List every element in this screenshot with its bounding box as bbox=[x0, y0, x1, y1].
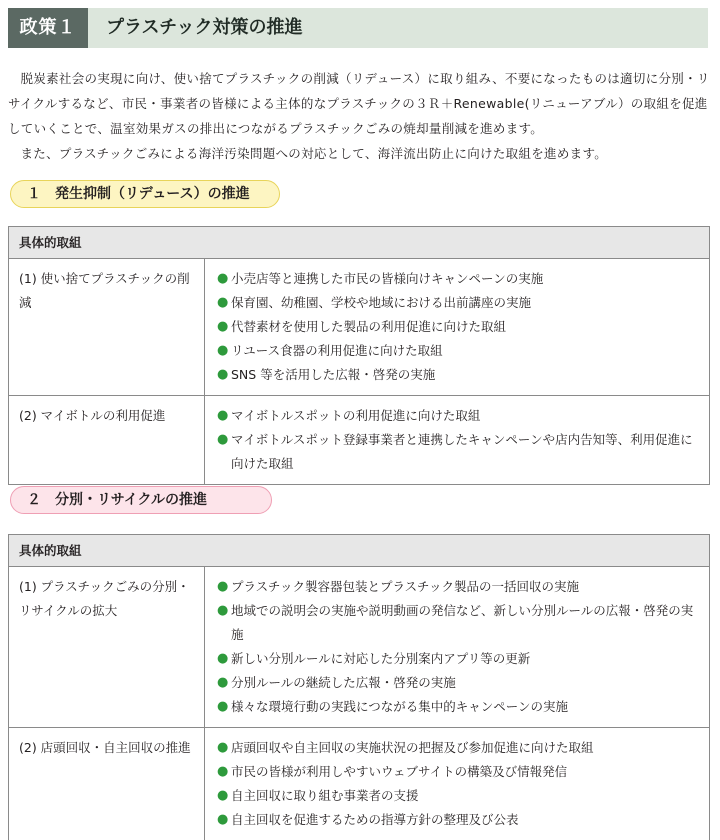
bullet-icon: ● bbox=[217, 295, 229, 310]
bullet-icon: ● bbox=[217, 271, 229, 286]
list-item: ● 地域での説明会の実施や説明動画の発信など、新しい分別ルールの広報・啓発の実施 bbox=[217, 599, 701, 647]
bullet-icon: ● bbox=[217, 343, 229, 358]
table-row bbox=[9, 727, 709, 840]
row-items bbox=[205, 259, 709, 395]
bullet-icon: ● bbox=[217, 367, 229, 382]
section-heading-reduce: １ 発生抑制（リデュース）の推進 bbox=[10, 180, 280, 208]
measures-table-reduce bbox=[8, 226, 710, 485]
bullet-icon: ● bbox=[217, 651, 229, 666]
row-items bbox=[205, 396, 709, 484]
list-item: ● 市民の皆様が利用しやすいウェブサイトの構築及び情報発信 bbox=[217, 760, 701, 784]
bullet-icon: ● bbox=[217, 699, 229, 714]
intro-paragraph-1: 脱炭素社会の実現に向け、使い捨てプラスチックの削減（リデュース）に取り組み、不要になったものは適切に分別・リサイクルするなど、市民・事業者の皆様による主体的なプラスチックの３Ｒ＋Renewable(リニューアブル）の取組を促進していくことで、温室効果ガスの排出につながるプラスチックごみの焼却量削減を進めます。 bbox=[8, 71, 710, 136]
list-item: ● 自主回収を促進するための指導方針の整理及び公表 bbox=[217, 808, 701, 832]
row-label: (2) 店頭回収・自主回収の推進 bbox=[9, 728, 205, 840]
policy-title: プラスチック対策の推進 bbox=[106, 17, 303, 38]
bullet-icon: ● bbox=[217, 740, 229, 755]
list-item: ● 様々な環境行動の実践につながる集中的キャンペーンの実施 bbox=[217, 695, 701, 719]
row-label: (1) プラスチックごみの分別・リサイクルの拡大 bbox=[9, 567, 205, 727]
table-row bbox=[9, 395, 709, 484]
row-items bbox=[205, 728, 709, 840]
table-header: 具体的取組 bbox=[9, 535, 709, 567]
row-label: (2) マイボトルの利用促進 bbox=[9, 396, 205, 484]
measures-table-recycle bbox=[8, 534, 710, 840]
list-item: ● 自主回収に取り組む事業者の支援 bbox=[217, 784, 701, 808]
bullet-icon: ● bbox=[217, 432, 229, 447]
bullet-icon: ● bbox=[217, 788, 229, 803]
table-header: 具体的取組 bbox=[9, 227, 709, 259]
section-heading-recycle: ２ 分別・リサイクルの推進 bbox=[10, 486, 272, 514]
bullet-icon: ● bbox=[217, 764, 229, 779]
list-item: ● マイボトルスポット登録事業者と連携したキャンペーンや店内告知等、利用促進に向けた取組 bbox=[217, 428, 701, 476]
intro-paragraph-2: また、プラスチックごみによる海洋汚染問題への対応として、海洋流出防止に向けた取組を進めます。 bbox=[20, 146, 608, 161]
bullet-icon: ● bbox=[217, 319, 229, 334]
row-label: (1) 使い捨てプラスチックの削減 bbox=[9, 259, 205, 395]
table-row bbox=[9, 259, 709, 395]
bullet-icon: ● bbox=[217, 675, 229, 690]
list-item: ● マイボトルスポットの利用促進に向けた取組 bbox=[217, 404, 701, 428]
bullet-icon: ● bbox=[217, 812, 229, 827]
table-row bbox=[9, 567, 709, 727]
policy-header bbox=[8, 8, 708, 48]
bullet-icon: ● bbox=[217, 603, 229, 618]
policy-number-tag: 政策１ bbox=[8, 8, 88, 48]
list-item: ● SNS 等を活用した広報・啓発の実施 bbox=[217, 363, 701, 387]
bullet-icon: ● bbox=[217, 408, 229, 423]
list-item: ● 分別ルールの継続した広報・啓発の実施 bbox=[217, 671, 701, 695]
intro-text bbox=[8, 66, 712, 166]
list-item: ● プラスチック製容器包装とプラスチック製品の一括回収の実施 bbox=[217, 575, 701, 599]
list-item: ● 代替素材を使用した製品の利用促進に向けた取組 bbox=[217, 315, 701, 339]
row-items bbox=[205, 567, 709, 727]
list-item: ● 小売店等と連携した市民の皆様向けキャンペーンの実施 bbox=[217, 267, 701, 291]
list-item: ● 店頭回収や自主回収の実施状況の把握及び参加促進に向けた取組 bbox=[217, 736, 701, 760]
list-item: ● 新しい分別ルールに対応した分別案内アプリ等の更新 bbox=[217, 647, 701, 671]
list-item: ● リユース食器の利用促進に向けた取組 bbox=[217, 339, 701, 363]
bullet-icon: ● bbox=[217, 579, 229, 594]
list-item: ● 保育園、幼稚園、学校や地域における出前講座の実施 bbox=[217, 291, 701, 315]
